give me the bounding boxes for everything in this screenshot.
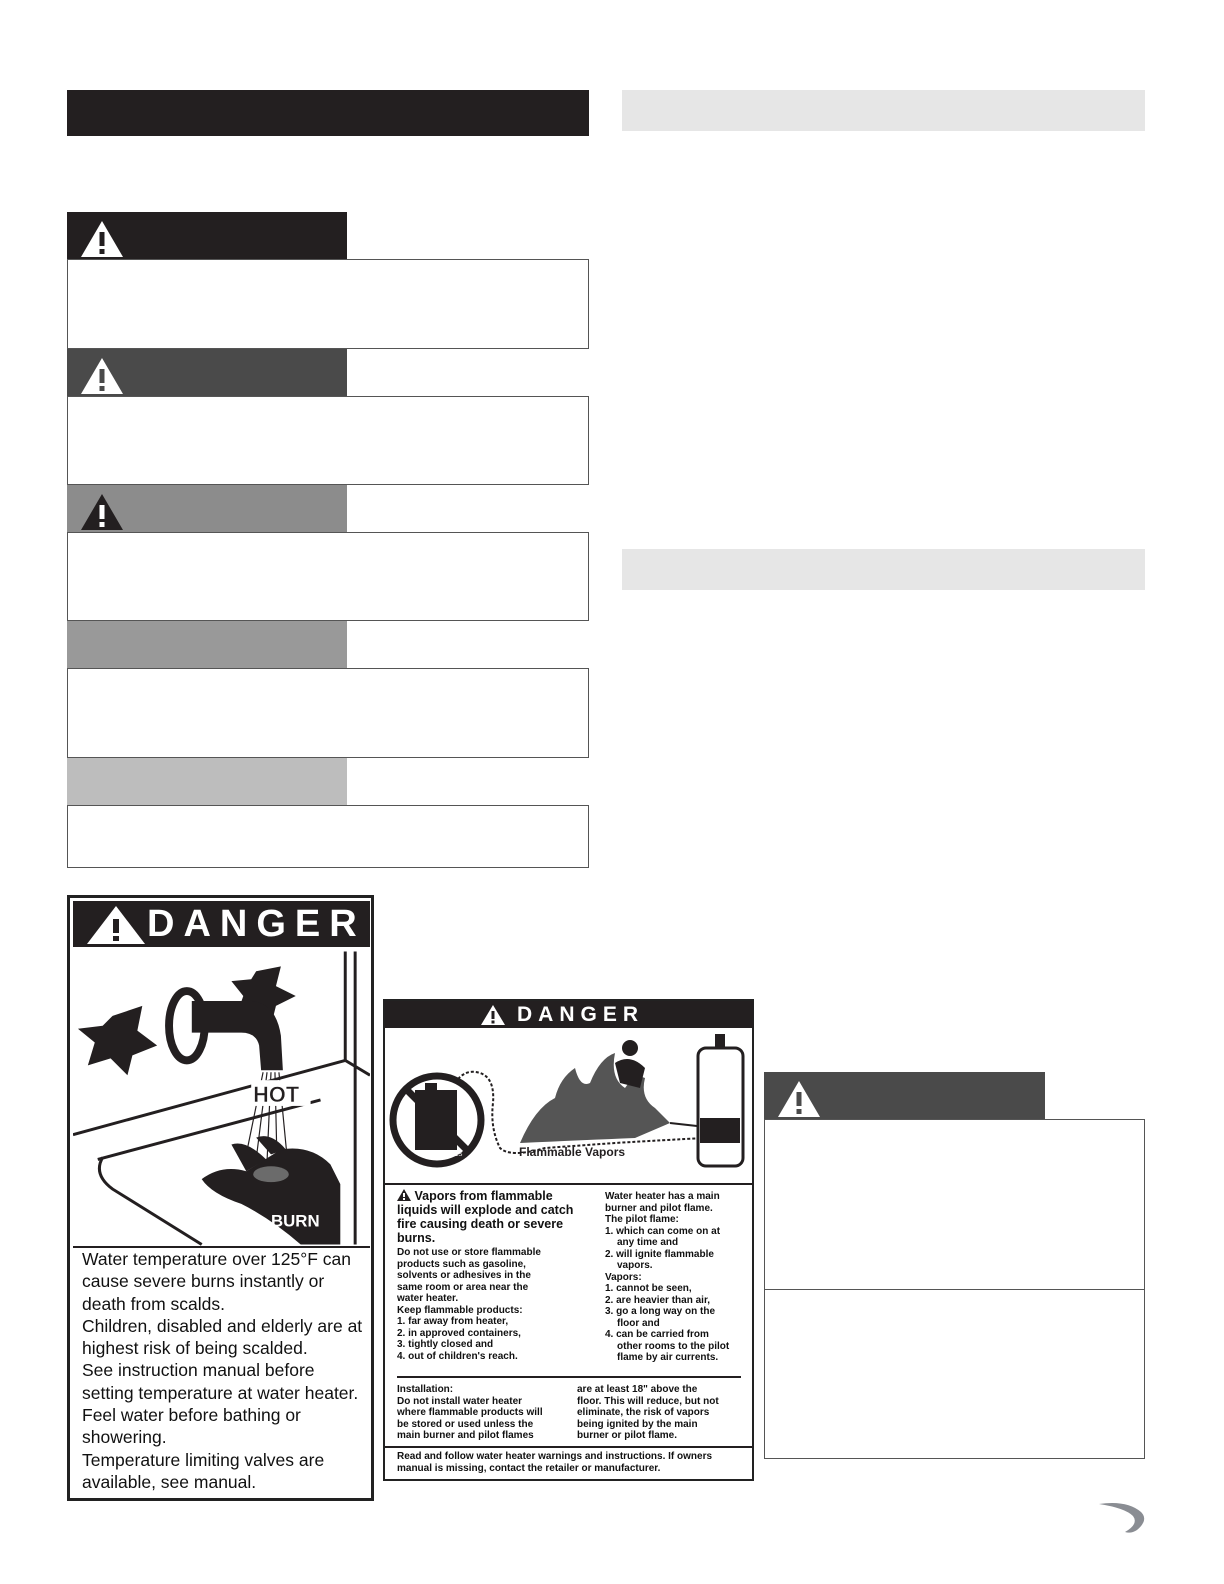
section-header-bar [67,90,589,136]
section-header-bar-right-mid [622,549,1145,590]
text-line: Read and follow water heater warnings and instructions. If owners [397,1451,713,1462]
text-line: where flammable products will [397,1407,543,1418]
text-line: Installation: [397,1384,454,1395]
text-line: eliminate, the risk of vapors [577,1407,710,1418]
hot-water-danger-label [67,895,374,1501]
text-line: manual is missing, contact the retailer or manufacturer. [397,1462,661,1474]
flammables-can-text: FLAMMABLES [422,1152,463,1158]
danger-line: See instruction manual before [82,1360,315,1381]
text-line: 1. cannot be seen, [605,1283,692,1294]
text-line: Do not use or store flammable [397,1247,541,1258]
danger-line: death from scalds. [82,1293,225,1314]
caution-signal-box [67,532,589,621]
danger-line: Children, disabled and elderly are at [82,1315,363,1336]
installation-left [397,1384,577,1442]
warning-triangle-icon [397,1189,411,1201]
flammable-vapors-illustration [385,1028,753,1183]
text-line: 4. can be carried from [605,1329,709,1340]
text-line: water heater. [397,1293,459,1304]
danger-label-header [73,901,370,947]
warning-triangle-icon [79,356,125,396]
text-line: Keep flammable products: [397,1304,523,1316]
hot-text: HOT [253,1081,300,1107]
text-line: 2. are heavier than air, [605,1294,711,1306]
warning-signal-box [67,396,589,485]
flammable-left-heading: Vapors from flammable liquids will explode and catch fire causing death or severe burns. [397,1189,574,1245]
text-line: 2. will ignite flammable [605,1248,714,1260]
flammable-footer [397,1451,747,1474]
danger-line: Feel water before bathing or [82,1405,301,1426]
text-line: Do not install water heater [397,1395,523,1407]
warning-triangle-icon [480,1004,506,1026]
text-line: Vapors: [605,1271,642,1283]
installation-right [577,1384,747,1442]
text-line: any time and [617,1237,679,1248]
text-line: be stored or used unless the [397,1418,534,1430]
text-line: main burner and pilot flames [397,1430,534,1441]
warning-triangle-icon [79,492,125,532]
danger-signal-box [67,259,589,349]
text-line: same room or area near the [397,1281,529,1293]
caution-signal-tab [67,485,347,532]
flammable-vapors-caption: Flammable Vapors [519,1145,626,1159]
text-line: 1. far away from heater, [397,1316,509,1327]
flammable-heading: DANGER [517,1003,645,1026]
brand-swoosh-logo [1097,1500,1147,1534]
text-line: are at least 18" above the [577,1384,698,1395]
warning-signal-tab [67,349,347,396]
danger-line: highest risk of being scalded. [82,1338,308,1359]
warning-box-right-bottom [764,1289,1145,1459]
warning-triangle-icon [79,219,125,259]
text-line: flame by air currents. [617,1352,719,1363]
notice-signal-box [67,805,589,868]
text-line: The pilot flame: [605,1214,679,1225]
burn-text: BURN [271,1211,320,1231]
flammable-left-column [397,1189,587,1362]
caution-nosymbol-signal-box [67,668,589,758]
text-line: burner and pilot flame. [605,1202,713,1214]
danger-label-text [82,1248,367,1493]
text-line: being ignited by the main [577,1418,698,1430]
flammable-right-column [605,1191,750,1364]
hot-faucet-burn-illustration [73,950,370,1246]
warning-triangle-icon [776,1079,822,1119]
warning-box-right-top [764,1119,1145,1290]
text-line: Water heater has a main [605,1191,720,1202]
text-line: 3. go a long way on the [605,1306,716,1317]
warning-signal-tab-right [764,1072,1045,1119]
danger-heading: DANGER [147,903,366,945]
text-line: 1. which can come on at [605,1225,721,1237]
text-line: floor. This will reduce, but not [577,1395,719,1407]
warning-triangle-icon [85,905,147,945]
text-line: burner or pilot flame. [577,1430,678,1441]
danger-line: Temperature limiting valves are [82,1449,325,1470]
text-line: products such as gasoline, [397,1258,526,1270]
caution-nosymbol-signal-tab [67,621,347,668]
notice-signal-tab [67,758,347,805]
text-line: 3. tightly closed and [397,1339,494,1350]
flammable-vapors-danger-label [383,999,754,1481]
text-line: vapors. [617,1260,653,1271]
section-header-bar-right-top [622,90,1145,131]
text-line: solvents or adhesives in the [397,1270,531,1281]
danger-line: setting temperature at water heater. [82,1382,359,1403]
danger-line: available, see manual. [82,1471,257,1492]
text-line: 2. in approved containers, [397,1327,521,1339]
danger-line: showering. [82,1427,167,1448]
danger-line: cause severe burns instantly or [82,1271,325,1292]
danger-signal-tab [67,212,347,259]
text-line: floor and [617,1317,660,1329]
flammable-label-header [385,1001,753,1028]
danger-line: Water temperature over 125°F can [82,1249,351,1269]
text-line: other rooms to the pilot [617,1340,730,1352]
text-line: 4. out of children's reach. [397,1350,518,1362]
